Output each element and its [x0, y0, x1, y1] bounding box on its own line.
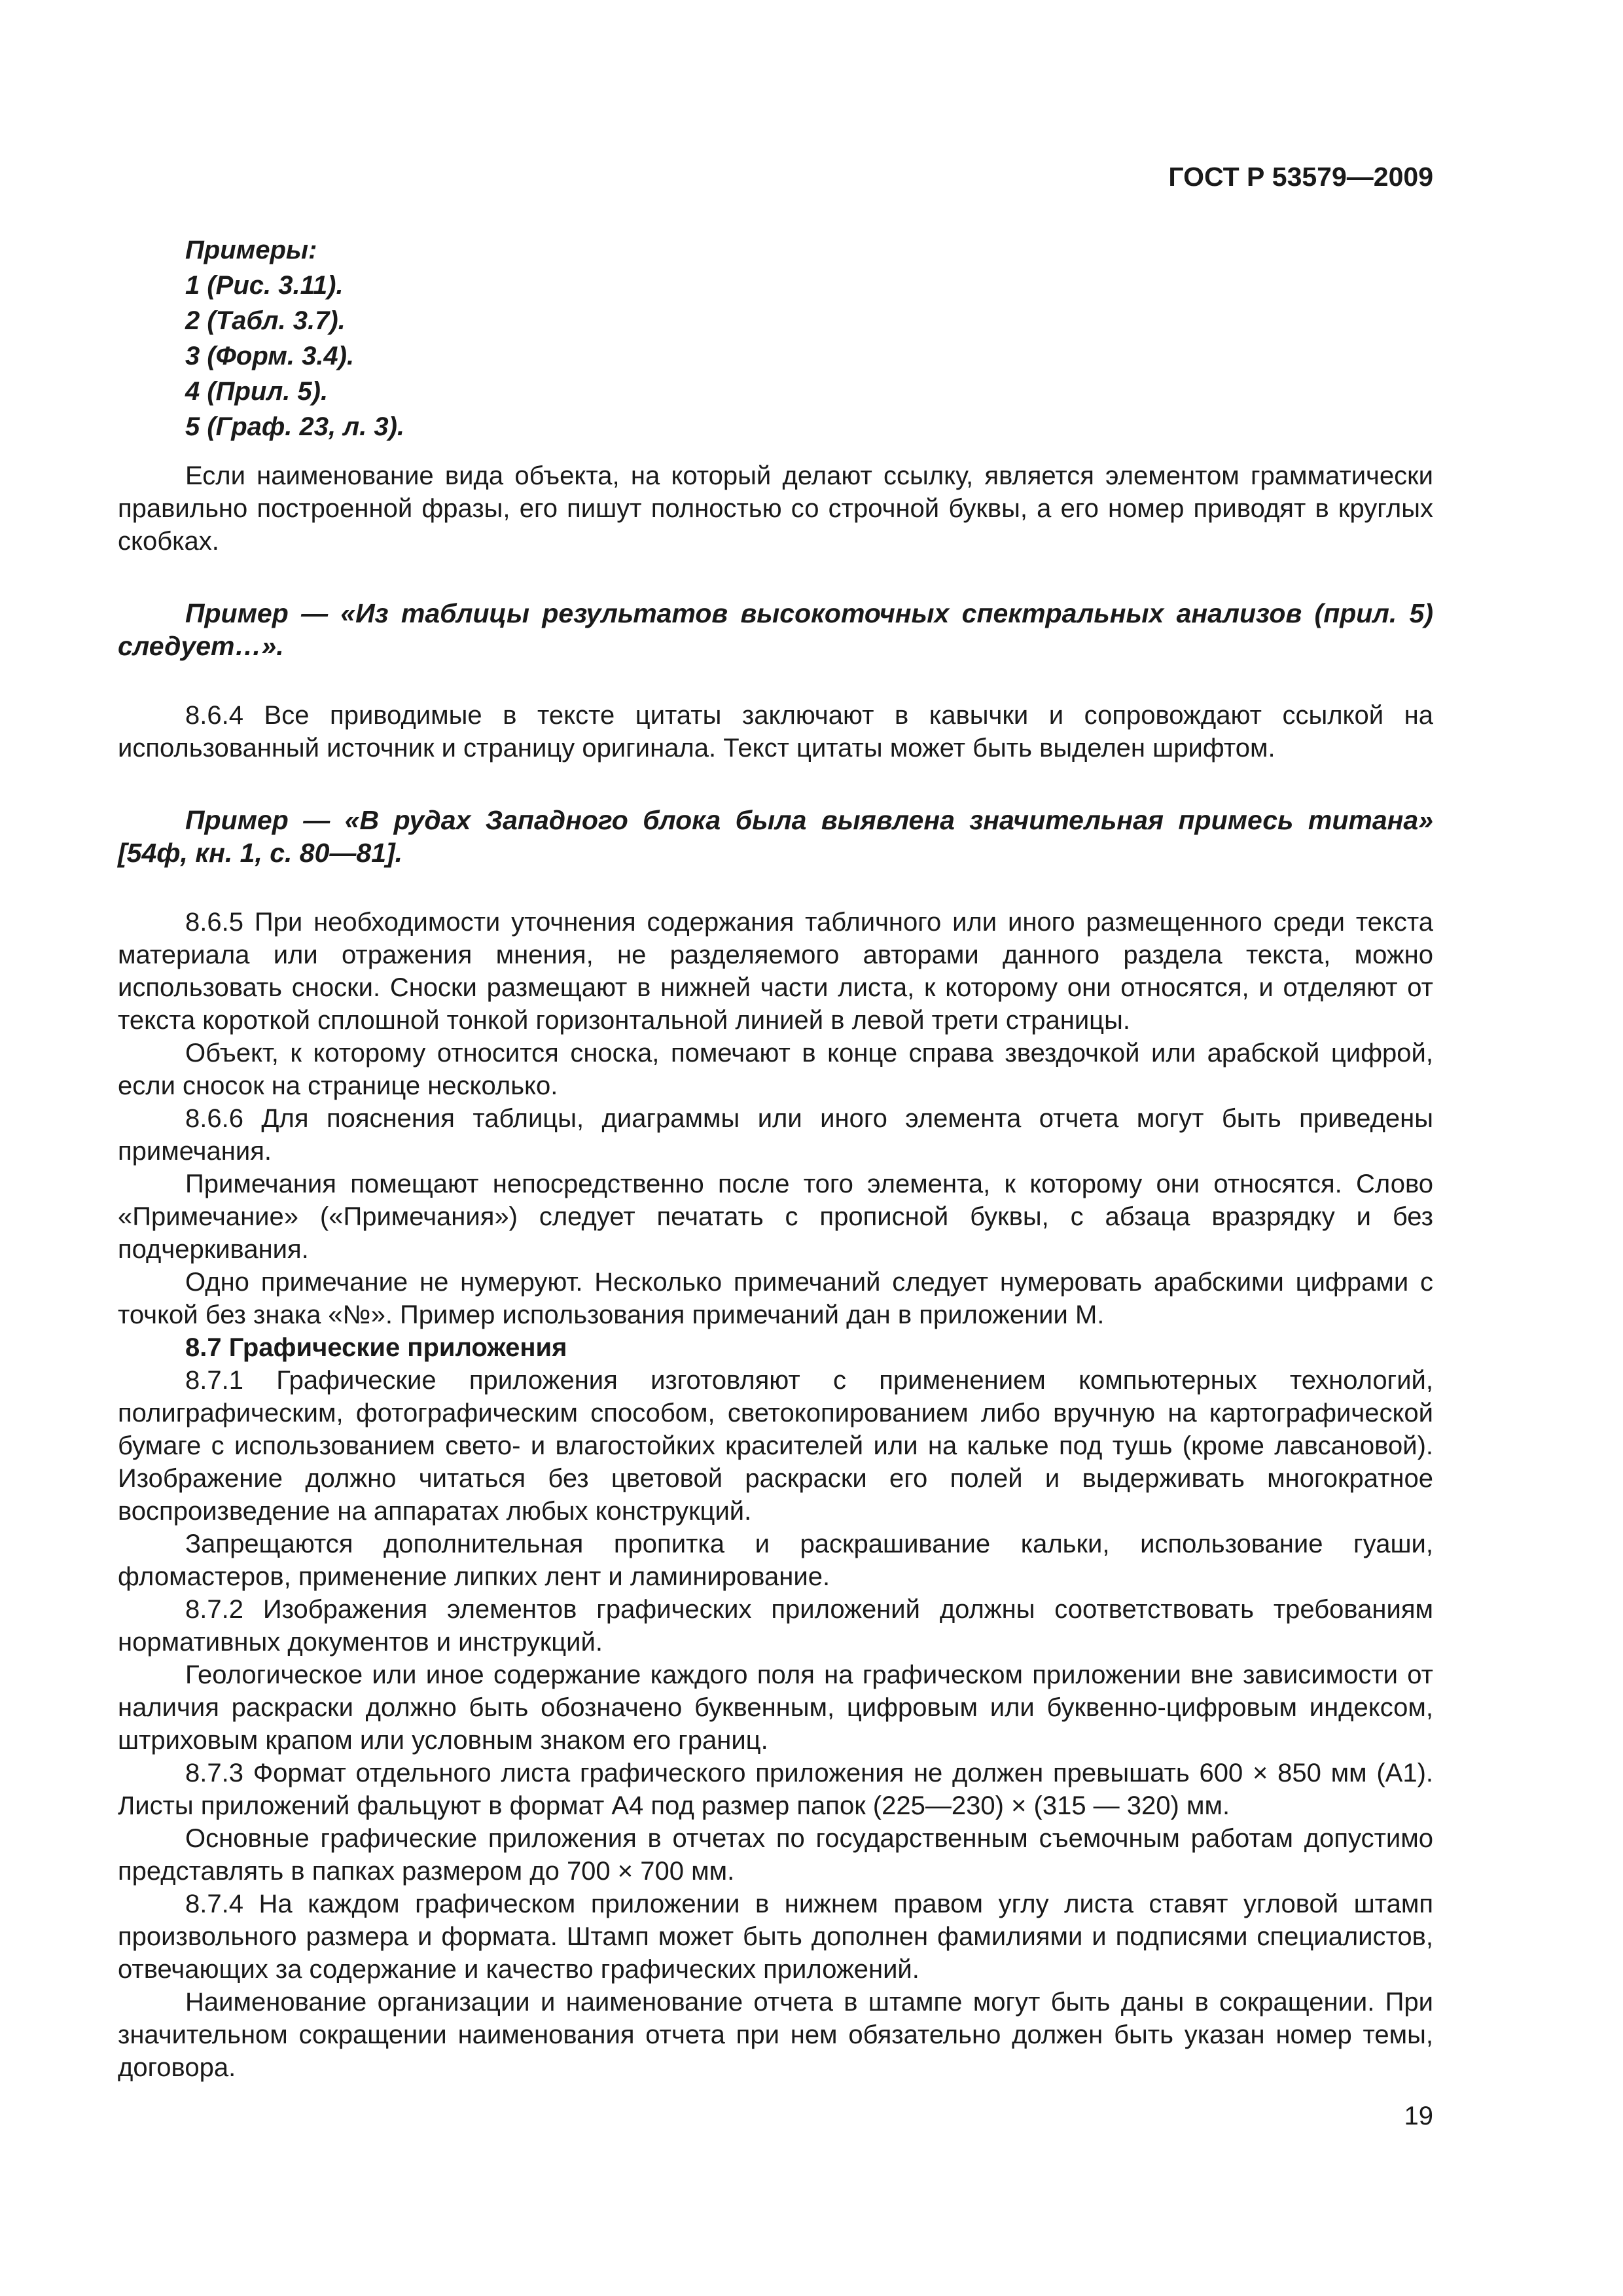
paragraph-8-6-4: 8.6.4 Все приводимые в тексте цитаты заключают в кавычки и сопровождают ссылкой на использованный источник и страницу оригинала. Текст цитаты может быть выделен шрифтом. [118, 701, 1433, 762]
paragraph: Запрещаются дополнительная пропитка и раскрашивание кальки, использование гуаши, фломастеров, применение липких лент и ламинирование. [118, 1530, 1433, 1591]
paragraph: Наименование организации и наименование отчета в штампе могут быть даны в сокращении. При значительном сокращении наименования отчета при нем обязательно должен быть указан номер темы, договора. [118, 1988, 1433, 2082]
paragraph-8-7-4: 8.7.4 На каждом графическом приложении в нижнем правом углу листа ставят угловой штамп произвольного размера и формата. Штамп может быть дополнен фамилиями и подписями специалистов, отвечающих за содержание и качество графических приложений. [118, 1890, 1433, 1984]
section-heading-8-7: 8.7 Графические приложения [185, 1333, 567, 1362]
example-item: 2 (Табл. 3.7). [185, 306, 346, 335]
examples-title: Примеры: [185, 236, 317, 264]
example-item: 1 (Рис. 3.11). [185, 271, 344, 300]
example-item: 5 (Граф. 23, л. 3). [185, 412, 405, 441]
paragraph-8-7-2: 8.7.2 Изображения элементов графических приложений должны соответствовать требованиям нормативных документов и инструкций. [118, 1595, 1433, 1657]
paragraph: Если наименование вида объекта, на который делают ссылку, является элементом грамматически правильно построенной фразы, его пишут полностью со строчной буквы, а его номер приводят в круглых скобках. [118, 461, 1433, 556]
paragraph: Объект, к которому относится сноска, помечают в конце справа звездочкой или арабской цифрой, если сносок на странице несколько. [118, 1039, 1433, 1100]
example-item: 4 (Прил. 5). [185, 377, 329, 406]
example-quote: Пример — «Из таблицы результатов высокоточных спектральных анализов (прил. 5) следует…». [118, 598, 1433, 661]
paragraph: Геологическое или иное содержание каждого поля на графическом приложении вне зависимости от наличия раскраски должно быть обозначено буквенным, цифровым или буквенно-цифровым индексом, штриховым крапом или условным знаком его границ. [118, 1660, 1433, 1755]
examples-block [185, 232, 774, 444]
paragraph-8-6-5: 8.6.5 При необходимости уточнения содержания табличного или иного размещенного среди текста материала или отражения мнения, не разделяемого авторами данного раздела текста, можно использовать сноски. Сноски размещают в нижней части листа, к которому они относятся, и отделяют от текста короткой сплошной тонкой горизонтальной линией в левой трети страницы. [118, 908, 1433, 1035]
paragraph-8-7-3: 8.7.3 Формат отдельного листа графического приложения не должен превышать 600 × 850 мм (А1). Листы приложений фальцуют в формат А4 под размер папок (225—230) × (315 — 320) мм. [118, 1759, 1433, 1820]
paragraph: Основные графические приложения в отчетах по государственным съемочным работам допустимо представлять в папках размером до 700 × 700 мм. [118, 1824, 1433, 1886]
paragraph: Примечания помещают непосредственно после того элемента, к которому они относятся. Слово «Примечание» («Примечания») следует печатать с прописной буквы, с абзаца вразрядку и без подчеркивания. [118, 1170, 1433, 1264]
body-text [118, 459, 1433, 2084]
example-quote: Пример — «В рудах Западного блока была выявлена значительная примесь титана» [54ф, кн. 1, с. 80—81]. [118, 805, 1433, 868]
page-number: 19 [1404, 2102, 1433, 2130]
standard-header: ГОСТ Р 53579—2009 [1168, 162, 1433, 192]
paragraph: Одно примечание не нумеруют. Несколько примечаний следует нумеровать арабскими цифрами с точкой без знака «№». Пример использования примечаний дан в приложении М. [118, 1268, 1433, 1329]
paragraph-8-6-6: 8.6.6 Для пояснения таблицы, диаграммы или иного элемента отчета могут быть приведены примечания. [118, 1104, 1433, 1166]
example-item: 3 (Форм. 3.4). [185, 342, 355, 370]
paragraph-8-7-1: 8.7.1 Графические приложения изготовляют с применением компьютерных технологий, полиграфическим, фотографическим способом, светокопированием либо вручную на картографической бумаге с использованием свето- и влагостойких красителей или на кальке под тушь (кроме лавсановой). Изображение должно читаться без цветовой раскраски его полей и выдерживать многократное воспроизведение на аппаратах любых конструкций. [118, 1366, 1433, 1526]
